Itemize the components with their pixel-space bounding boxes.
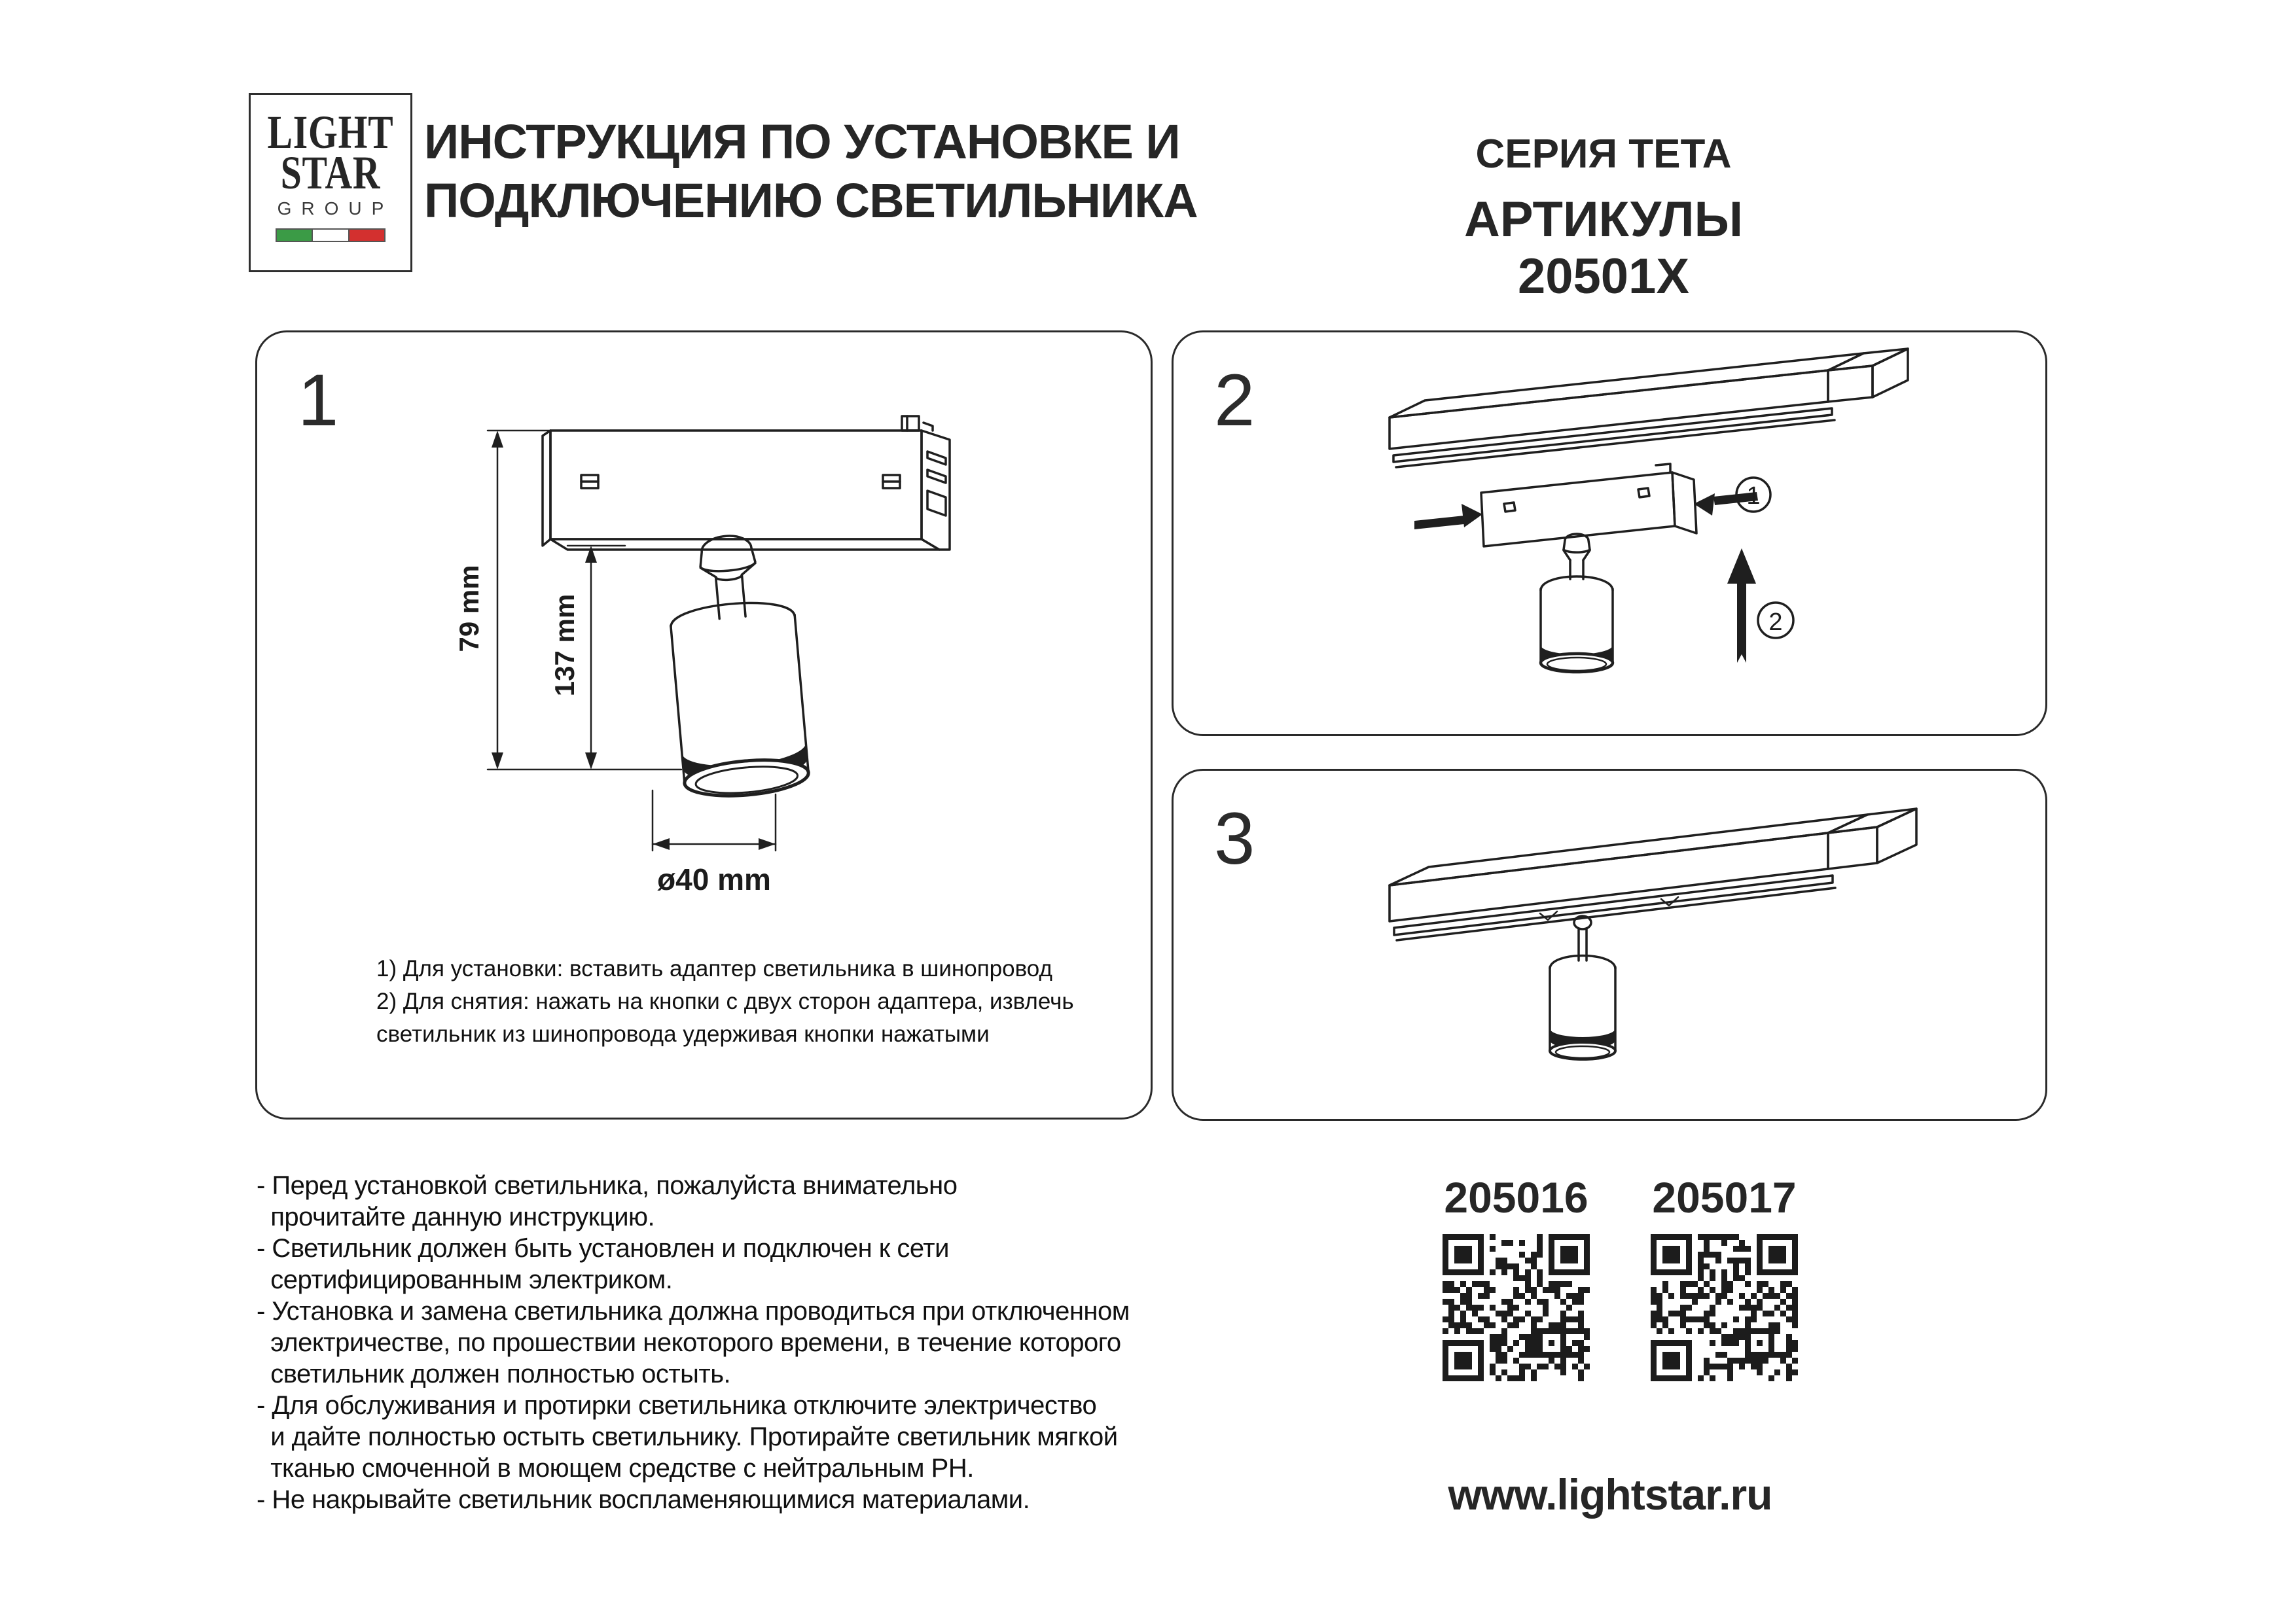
title-line-1: ИНСТРУКЦИЯ ПО УСТАНОВКЕ И bbox=[424, 115, 1180, 169]
step-1-number: 1 bbox=[298, 359, 339, 441]
logo-group: GROUP bbox=[277, 198, 394, 219]
note-line: 1) Для установки: вставить адаптер светильника в шинопровод bbox=[376, 956, 1052, 981]
dim-label-diameter: ø40 mm bbox=[657, 862, 771, 896]
qr-code bbox=[1651, 1234, 1798, 1381]
callout-2-label: 2 bbox=[1768, 609, 1783, 636]
lift-arrow bbox=[1727, 548, 1756, 663]
step-3-number: 3 bbox=[1214, 798, 1255, 879]
track-rail-drawing bbox=[1390, 349, 1908, 467]
press-arrows bbox=[1414, 492, 1758, 529]
warning-line: - Перед установкой светильника, пожалуйста внимательно bbox=[257, 1171, 958, 1200]
spotlight-body-drawing bbox=[1541, 534, 1613, 672]
adapter-box-drawing bbox=[543, 416, 950, 550]
adapter-drawing bbox=[1481, 464, 1696, 546]
track-rail-drawing bbox=[1390, 809, 1916, 940]
panel-step-3 bbox=[1172, 769, 2047, 1121]
callout-1-label: 1 bbox=[1746, 482, 1761, 510]
note-line: 2) Для снятия: нажать на кнопки с двух сторон адаптера, извлечь bbox=[376, 989, 1074, 1014]
warning-line: прочитайте данную инструкцию. bbox=[257, 1203, 655, 1231]
articles-label: АРТИКУЛЫ 20501X bbox=[1463, 192, 1743, 304]
warning-line: - Для обслуживания и протирки светильника отключите электричество bbox=[257, 1391, 1097, 1420]
safety-warnings bbox=[257, 1170, 1147, 1515]
article-code-205017: 205017 bbox=[1652, 1173, 1797, 1222]
article-code-205016: 205016 bbox=[1444, 1173, 1588, 1222]
spotlight-body-drawing bbox=[664, 531, 810, 800]
dim-label-79mm: 79 mm bbox=[454, 565, 484, 652]
title-line-2: ПОДКЛЮЧЕНИЮ СВЕТИЛЬНИКА bbox=[424, 173, 1198, 228]
logo-star: STAR bbox=[280, 147, 381, 199]
warning-line: сертифицированным электриком. bbox=[257, 1265, 673, 1294]
warning-line: светильник должен полностью остыть. bbox=[257, 1360, 731, 1388]
installed-fixture-drawing bbox=[1174, 771, 2045, 1119]
warning-line: - Не накрывайте светильник воспламеняющимися материалами. bbox=[257, 1485, 1030, 1514]
warning-line: электричестве, по прошествии некоторого времени, в течение которого bbox=[257, 1328, 1121, 1357]
series-label: СЕРИЯ TETA bbox=[1475, 132, 1732, 177]
warning-line: тканью смоченной в моющем средстве с нейтральным PH. bbox=[257, 1454, 974, 1483]
panel-step-2 bbox=[1172, 330, 2047, 736]
panel-step-1 bbox=[255, 330, 1153, 1120]
lightstar-logo bbox=[249, 93, 412, 272]
logo-light: LIGHT bbox=[267, 106, 394, 158]
flag-white bbox=[312, 230, 349, 241]
warning-line: - Светильник должен быть установлен и подключен к сети bbox=[257, 1234, 949, 1263]
spotlight-body-drawing bbox=[1550, 916, 1615, 1059]
flag-green bbox=[277, 230, 312, 241]
qr-code bbox=[1443, 1234, 1590, 1381]
install-notes bbox=[376, 953, 1109, 1051]
website-url: www.lightstar.ru bbox=[1448, 1470, 1772, 1519]
italian-flag-icon bbox=[276, 228, 386, 242]
dim-label-137mm: 137 mm bbox=[549, 593, 580, 697]
warning-line: и дайте полностью остыть светильнику. Протирайте светильник мягкой bbox=[257, 1422, 1118, 1451]
note-line: светильник из шинопровода удерживая кнопки нажатыми bbox=[376, 1021, 990, 1047]
flag-red bbox=[350, 230, 384, 241]
mounting-drawing bbox=[1174, 332, 2045, 734]
document-title bbox=[424, 113, 1242, 230]
step-2-number: 2 bbox=[1214, 359, 1255, 441]
warning-line: - Установка и замена светильника должна проводиться при отключенном bbox=[257, 1297, 1130, 1326]
